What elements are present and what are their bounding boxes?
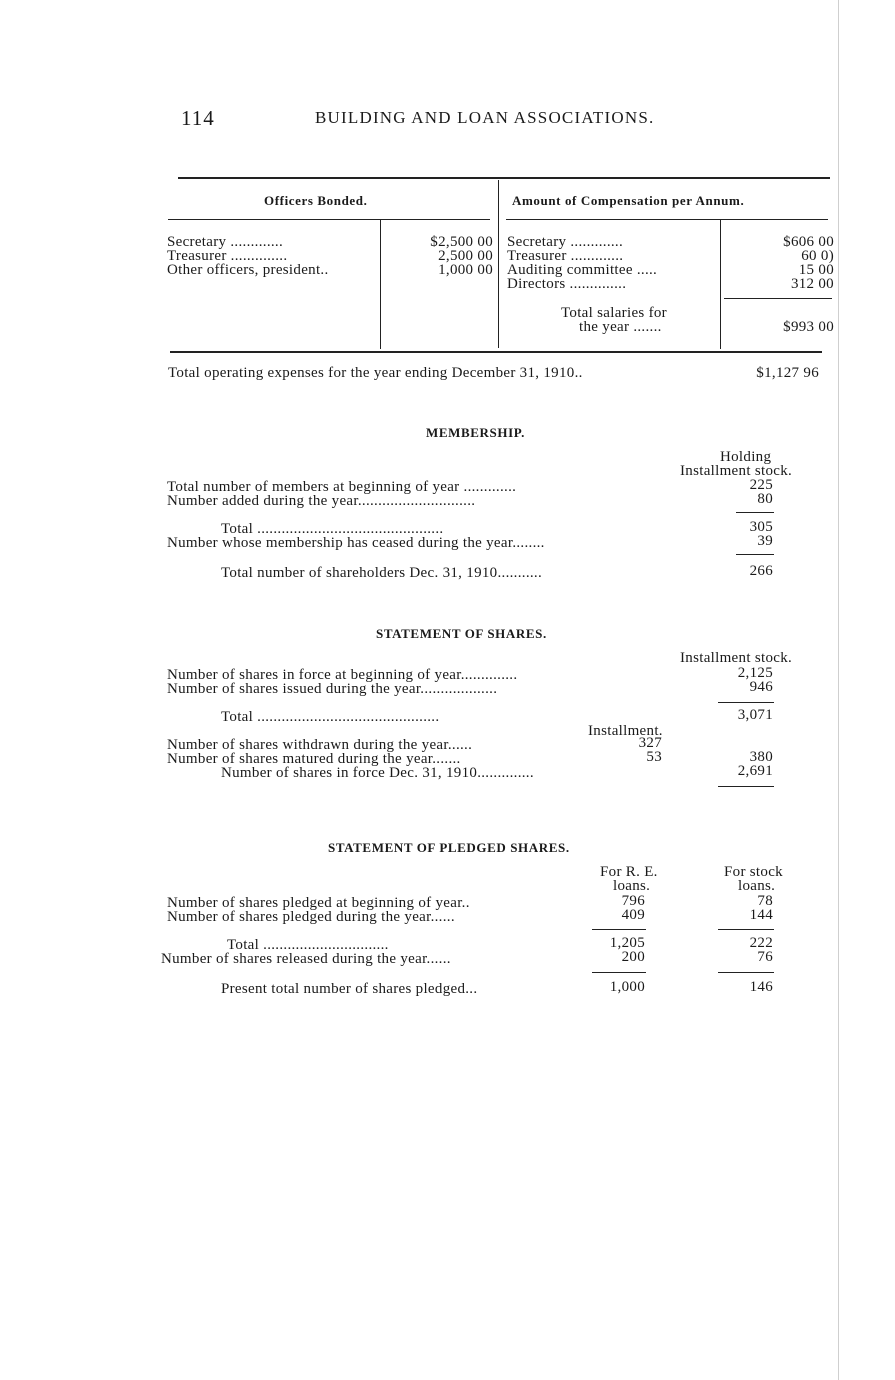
total-salaries-amount: $993 00 [783,319,834,335]
shares-row-sub-value: 327 [638,735,662,751]
pledged-row-v1: 200 [621,949,645,965]
running-title: BUILDING AND LOAN ASSOCIATIONS. [315,108,655,127]
compensation-amount: 312 00 [790,276,834,292]
pledged-row-label: Number of shares pledged at beginning of year.. [167,895,470,911]
membership-col-header: Holding [720,449,772,465]
pledged-row-label: Number of shares released during the year...... [161,951,451,967]
pledged-col-header: loans. [738,878,776,894]
pledged-row-label: Present total number of shares pledged... [221,981,478,997]
pledged-row-v1: 409 [621,907,645,923]
compensation-heading: Amount of Compensation per Annum. [512,193,745,208]
membership-title: MEMBERSHIP. [426,425,525,440]
pledged-row-v1: 1,205 [609,935,645,951]
shares-row-value: 380 [749,749,773,765]
compensation-label: Treasurer ............. [507,248,624,264]
compensation-label: Secretary ............. [507,234,624,250]
membership-row-value: 39 [757,533,773,549]
membership-row-value: 266 [749,563,773,579]
pledged-row-v2: 76 [757,949,773,965]
pledged-row-v2: 78 [757,893,773,909]
pledged-row-v2: 144 [749,907,773,923]
page-number: 114 [181,106,215,130]
shares-sub-header: Installment. [588,723,663,739]
shares-row-label: Number of shares issued during the year................... [167,681,498,697]
membership-row-label: Total number of members at beginning of year ............. [167,479,517,495]
operating-expenses-label: Total operating expenses for the year ending December 31, 1910.. [168,365,583,381]
membership-row-value: 225 [749,477,773,493]
pledged-col-header: For R. E. [600,864,658,880]
shares-row-value: 3,071 [737,707,773,723]
shares-row-sub-value: 53 [646,749,662,765]
bonded-amount: 2,500 00 [438,248,493,264]
pledged-row-label: Number of shares pledged during the year...... [167,909,455,925]
bonded-amount: 1,000 00 [438,262,493,278]
compensation-label: Directors .............. [507,276,627,292]
shares-row-value: 2,691 [737,763,773,779]
membership-row-label: Number added during the year............................. [167,493,476,509]
shares-row-label: Number of shares in force at beginning of year.............. [167,667,518,683]
bonded-label: Other officers, president.. [167,262,329,278]
shares-row-label: Number of shares matured during the year....... [167,751,461,767]
pledged-row-v2: 146 [749,979,773,995]
pledged-col-header: For stock [724,864,783,880]
shares-row-value: 946 [749,679,773,695]
pledged-col-header: loans. [613,878,651,894]
bonded-label: Treasurer .............. [167,248,288,264]
pledged-title: STATEMENT OF PLEDGED SHARES. [328,840,570,855]
pledged-row-label: Total ............................... [227,937,389,953]
operating-expenses-amount: $1,127 96 [756,365,819,381]
shares-row-label: Number of shares withdrawn during the year...... [167,737,473,753]
compensation-label: Auditing committee ..... [507,262,658,278]
membership-row-label: Number whose membership has ceased during the year........ [167,535,545,551]
total-salaries-label: the year ....... [579,319,662,335]
compensation-amount: 15 00 [798,262,834,278]
page-edge [838,0,839,1380]
officers-bonded-heading: Officers Bonded. [264,193,368,208]
membership-row-value: 305 [749,519,773,535]
shares-title: STATEMENT OF SHARES. [376,626,547,641]
shares-row-label: Number of shares in force Dec. 31, 1910.............. [221,765,534,781]
bonded-amount: $2,500 00 [430,234,493,250]
pledged-row-v1: 796 [621,893,645,909]
bonded-label: Secretary ............. [167,234,284,250]
shares-row-label: Total ............................................. [221,709,440,725]
shares-row-value: 2,125 [737,665,773,681]
total-salaries-label: Total salaries for [561,305,667,321]
membership-row-value: 80 [757,491,773,507]
membership-row-label: Total number of shareholders Dec. 31, 1910........... [221,565,543,581]
membership-col-header: Installment stock. [680,463,793,479]
pledged-row-v1: 1,000 [609,979,645,995]
shares-col-header: Installment stock. [680,650,793,666]
compensation-amount: $606 00 [783,234,834,250]
pledged-row-v2: 222 [749,935,773,951]
membership-row-label: Total .............................................. [221,521,444,537]
compensation-amount: 60 0) [801,248,834,264]
